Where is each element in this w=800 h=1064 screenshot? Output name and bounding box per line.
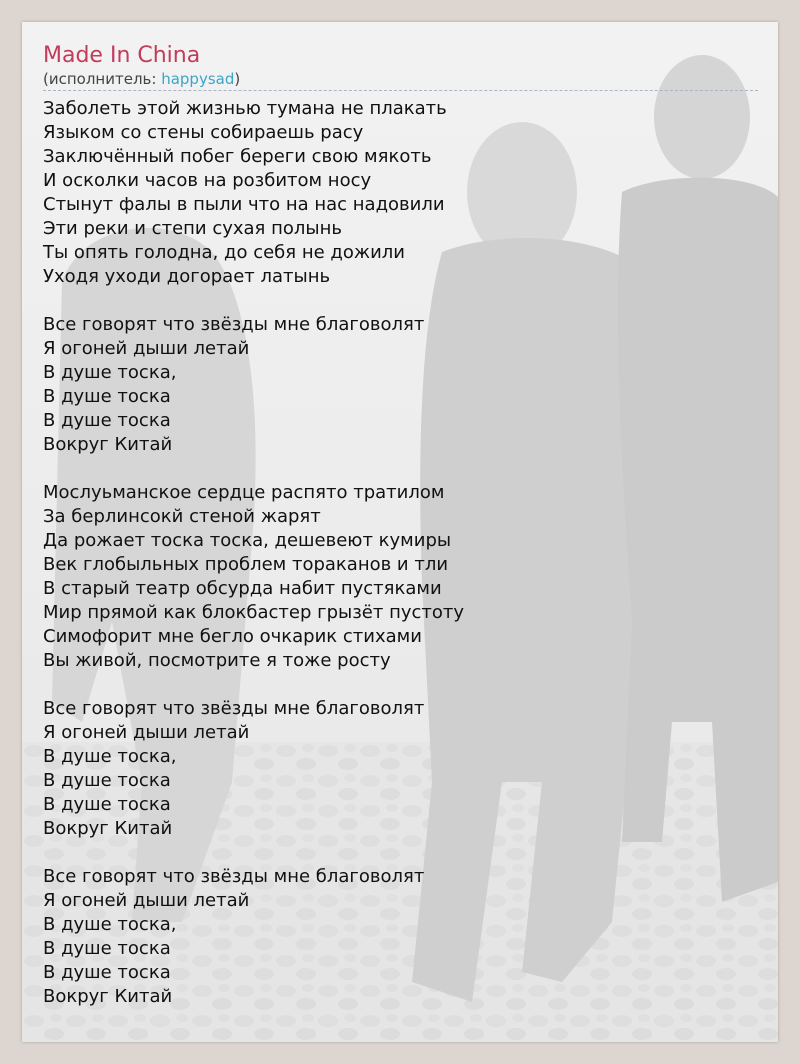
artist-suffix: ) xyxy=(234,70,241,88)
artist-link[interactable]: happysad xyxy=(161,70,235,88)
lyric-line: Эти реки и степи сухая полынь xyxy=(43,218,342,239)
lyric-line: Я огоней дыши летай xyxy=(43,722,250,743)
lyric-line: Вокруг Китай xyxy=(43,986,173,1007)
lyric-line: Век глобыльных проблем тораканов и тли xyxy=(43,554,449,575)
stanza-verse-1 xyxy=(43,97,758,289)
lyric-line: Мослуьманское сердце распято тратилом xyxy=(43,482,445,503)
lyric-line: Заболеть этой жизнью тумана не плакать xyxy=(43,98,447,119)
stanza-chorus-2 xyxy=(43,697,758,841)
stanza-chorus-3 xyxy=(43,865,758,1009)
stanza-chorus-1 xyxy=(43,313,758,457)
lyric-line: И осколки часов на розбитом носу xyxy=(43,170,372,191)
lyric-line: В душе тоска, xyxy=(43,914,177,935)
lyric-line: Заключённый побег береги свою мякоть xyxy=(43,146,432,167)
stanza-verse-2 xyxy=(43,481,758,673)
lyric-line: Стынут фалы в пыли что на нас надовили xyxy=(43,194,445,215)
artist-line xyxy=(43,70,758,91)
lyric-line: В душе тоска, xyxy=(43,746,177,767)
lyric-line: В душе тоска, xyxy=(43,362,177,383)
song-title: Made In China xyxy=(43,43,201,68)
lyrics-page xyxy=(22,22,778,1042)
lyric-line: В душе тоска xyxy=(43,386,171,407)
lyric-line: В душе тоска xyxy=(43,938,171,959)
lyric-line: В душе тоска xyxy=(43,794,171,815)
lyric-line: Языком со стены собираешь расу xyxy=(43,122,364,143)
lyric-line: Я огоней дыши летай xyxy=(43,338,250,359)
lyrics-body xyxy=(43,97,758,1009)
lyric-line: Я огоней дыши летай xyxy=(43,890,250,911)
lyric-line: Ты опять голодна, до себя не дожили xyxy=(43,242,405,263)
lyric-line: Вокруг Китай xyxy=(43,818,173,839)
lyric-line: Все говорят что звёзды мне благоволят xyxy=(43,698,425,719)
lyric-line: В душе тоска xyxy=(43,962,171,983)
lyric-line: За берлинсокй стеной жарят xyxy=(43,506,321,527)
lyric-line: Да рожает тоска тоска, дешевеют кумиры xyxy=(43,530,452,551)
lyric-line: Вы живой, посмотрите я тоже росту xyxy=(43,650,391,671)
lyric-line: Мир прямой как блокбастер грызёт пустоту xyxy=(43,602,465,623)
lyrics-content xyxy=(43,42,758,1033)
lyric-line: В душе тоска xyxy=(43,410,171,431)
lyric-line: Уходя уходи догорает латынь xyxy=(43,266,331,287)
lyric-line: В душе тоска xyxy=(43,770,171,791)
artist-prefix: (исполнитель: xyxy=(43,70,162,88)
lyric-line: Все говорят что звёзды мне благоволят xyxy=(43,866,425,887)
lyric-line: Все говорят что звёзды мне благоволят xyxy=(43,314,425,335)
lyric-line: Вокруг Китай xyxy=(43,434,173,455)
lyric-line: В старый театр обсурда набит пустяками xyxy=(43,578,442,599)
lyric-line: Симофорит мне бегло очкарик стихами xyxy=(43,626,422,647)
